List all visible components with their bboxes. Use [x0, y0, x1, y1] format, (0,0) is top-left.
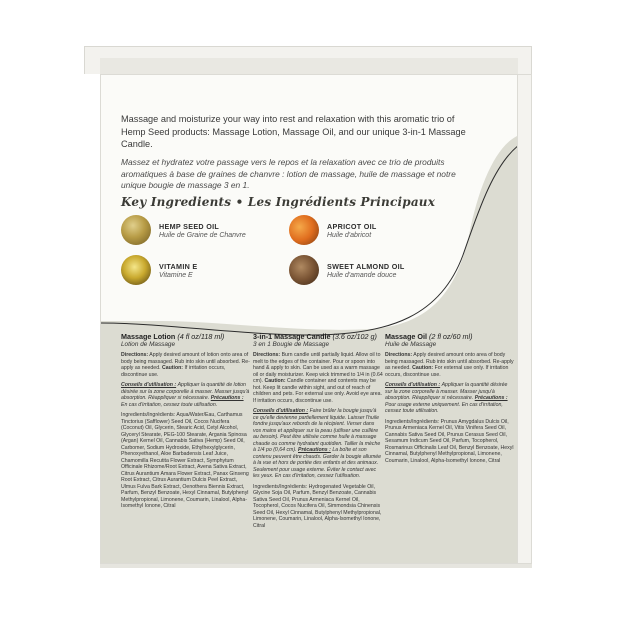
key-ingredients-title: Key Ingredients • Les Ingrédients Principaux: [121, 195, 436, 209]
product-title-fr: Huile de Massage: [385, 340, 437, 348]
product-title-fr: Lotion de Massage: [121, 340, 176, 348]
product-column-candle: [253, 333, 383, 533]
ingredients-list: Ingredients/Ingrédients: Prunus Amygdalus Dulcis Oil, Prunus Armeniaca Kernel Oil, Vitis Vinifera Seed Oil, Cannabis Sativa Seed Oil, Prunus Cerasus Seed Oil, Sesamum Indicum Seed Oil, Parfum, Tocopherol, Rosmarinus Officinalis Leaf Oil, Benzyl Benzoate, Hexyl Cinnamal, Butylphenyl Methylpropional, Limonene, Coumarin, Linalool, Alpha-Isomethyl Ionone, Citral: [385, 418, 514, 464]
box-side-panel: [518, 74, 532, 564]
product-title-fr: 3 en 1 Bougie de Massage: [253, 340, 330, 348]
ingredient-hemp-seed-oil: [121, 215, 246, 245]
intro-text-en: Massage and moisturize your way into rest and relaxation with this aromatic trio of Hemp Seed products: Massage Lotion, Massage Oil, and our unique 3-in-1 Massage Candle.: [121, 114, 466, 150]
directions-en: Directions: Apply desired amount of lotion onto area of body being massaged. Rub into skin until absorbed. Re-apply as needed. Caution: If irritation occurs, discontinue use.: [121, 352, 250, 378]
ingredient-name-fr: Huile de Graine de Chanvre: [159, 231, 246, 239]
ingredient-name: APRICOT OIL: [327, 221, 377, 231]
product-column-lotion: [121, 333, 251, 514]
directions-en: Directions: Apply desired amount onto area of body being massaged. Rub into skin until absorbed. Re-apply as needed. Caution: For external use only. If irritation occurs, discontinue use.: [385, 352, 514, 378]
product-title: Massage Oil (2 fl oz/60 ml): [385, 332, 473, 341]
apricot-oil-image: [289, 215, 319, 245]
ingredients-list: Ingredients/Ingrédients: Aqua/Water/Eau, Carthamus Tinctorius (Safflower) Seed Oil, Cocos Nucifera (Coconut) Oil, Glycerin, Stearic Acid, Cetyl Alcohol, Glyceryl Stearate, PEG-100 Stearate, Argania Spinosa (Argan) Kernel Oil, Cannabis Sativa (Hemp) Seed Oil, Carbomer, Sodium Hydroxide, Ethylhexylglycerin, Phenoxyethanol, Aloe Barbadensis Leaf Juice, Chamomilla Recutita Flower Extract, Symphytum Officinale Rhizome/Root Extract, Avena Sativa Extract, Citrus Aurantium Amara Flower Extract, Panax Ginseng Root Extract, Citrus Aurantium Dulcis Peel Extract, Ulmus Fulva Bark Extract, Oenothera Biennis Extract, Parfum, Benzyl Benzoate, Hexyl Cinnamal, Butylphenyl Methylpropional, Limonene, Coumarin, Linalool, Alpha-Isomethyl Ionone, Citral: [121, 412, 249, 509]
intro-text-fr: Massez et hydratez votre passage vers le repos et la relaxation avec ce trio de produits aromatiques à base de graines de chanvre : lotion de massage, huile de massage et notre unique bougie de massage 3 en 1.: [121, 157, 456, 190]
directions-fr: Conseils d'utilisation : Appliquer la quantité désirée sur la zone corporelle à masser. Masser jusqu'à absorption. Réappliquer si nécessaire. Précautions : Pour usage externe uniquement. En cas d'irritation, cessez toute utilisation.: [385, 382, 508, 414]
ingredient-name-fr: Huile d'abricot: [327, 231, 372, 239]
ingredient-name: HEMP SEED OIL: [159, 221, 220, 231]
product-title: 3-in-1 Massage Candle (3.6 oz/102 g): [253, 332, 377, 341]
ingredient-vitamin-e: [121, 255, 198, 285]
directions-en: Directions: Burn candle until partially liquid. Allow oil to melt to the edges of the container. Pour or spoon into hand & apply to skin. Can be used as a warm massage oil or daily moisturizer. Keep wick trimmed to 1/4 in (0.64 cm). Caution: Candle container and contents may be hot. Keep lit candle within sight, and out of reach of children and pets. For external use only. Avoid eye area. If irritation occurs, discontinue use.: [253, 352, 383, 404]
product-title: Massage Lotion (4 fl oz/118 ml): [121, 332, 225, 341]
product-column-oil: [385, 333, 515, 468]
ingredient-name-fr: Huile d'amande douce: [327, 271, 397, 279]
ingredient-name: VITAMIN E: [159, 261, 198, 271]
package-back-panel: [100, 74, 518, 564]
directions-fr: Conseils d'utilisation : Appliquer la quantité de lotion désirée sur la zone corporelle à masser. Masser jusqu'à absorption. Réappliquer si nécessaire. Précautions : En cas d'irritation, cessez toute utilisation.: [121, 382, 250, 408]
directions-fr: Conseils d'utilisation : Faire brûler la bougie jusqu'à ce qu'elle devienne partiellement liquide. Laisser l'huile fondre jusqu'aux rebords de la récipient. Verser dans vos mains et appliquer sur la peau (utiliser une cuillère au besoin). Peut être utilisée comme huile à massage chaude ou comme hydratant quotidien. Tailler la mèche à 1/4 po (0,64 cm). Précautions : La boîte et son contenu peuvent être chauds. Garder la bougie allumée à la vue et hors de portée des enfants et des animaux. Seulement pour usage externe. Éviter le contact avec les yeux. En cas d'irritation, cessez l'utilisation.: [253, 408, 382, 479]
ingredient-name-fr: Vitamine E: [159, 271, 193, 279]
hemp-seed-oil-image: [121, 215, 151, 245]
ingredient-name: SWEET ALMOND OIL: [327, 261, 405, 271]
box-bottom-edge: [100, 564, 532, 568]
ingredients-list: Ingredients/Ingrédients: Hydrogenated Vegetable Oil, Glycine Soja Oil, Parfum, Benzyl Benzoate, Cannabis Sativa Seed Oil, Prunus Armeniaca Kernel Oil, Tocopherol, Cocos Nucifera Oil, Simmondsia Chinensis Seed Oil, Hexyl Cinnamal, Butylphenyl Methylpropional, Limonene, Coumarin, Linalool, Alpha-Isomethyl Ionone, Citral: [253, 483, 382, 529]
ingredient-sweet-almond-oil: [289, 255, 405, 285]
ingredient-apricot-oil: [289, 215, 377, 245]
sweet-almond-oil-image: [289, 255, 319, 285]
vitamin-e-image: [121, 255, 151, 285]
